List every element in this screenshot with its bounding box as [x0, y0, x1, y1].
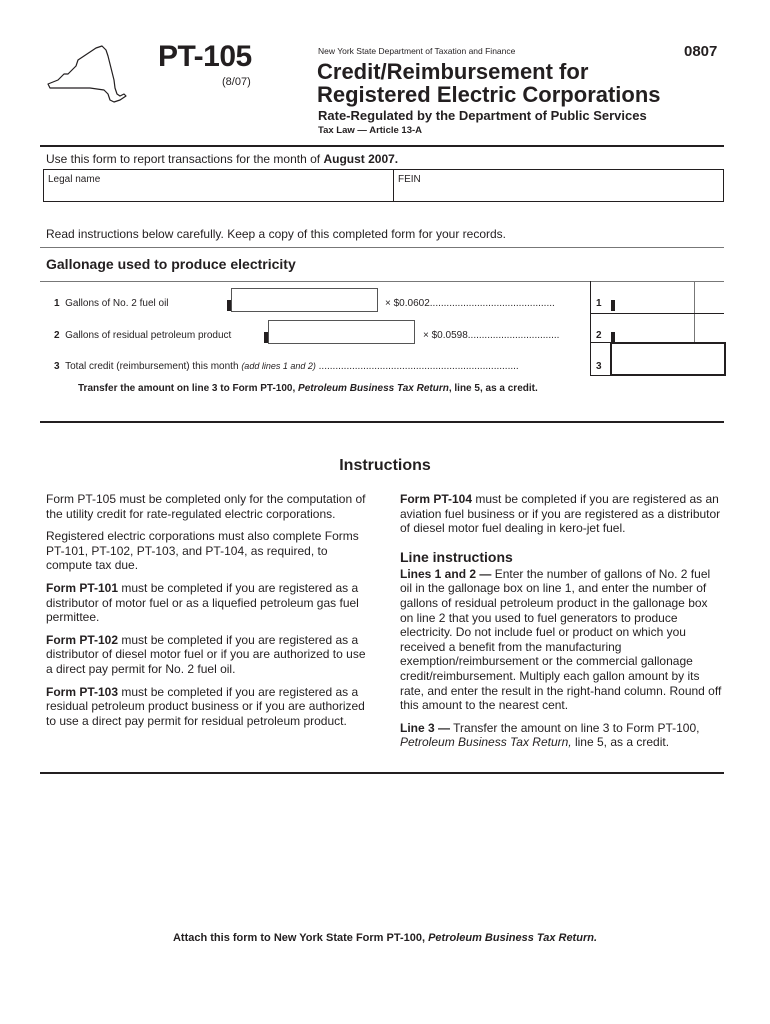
instructions-right-p1	[400, 492, 724, 536]
line-3-number: 3	[54, 361, 60, 372]
header-divider	[40, 145, 724, 147]
form-pt103-text: must be completed if you are registered as a residual petroleum product business or if you are authorized to use a direct pay permit for residual petroleum product.	[46, 684, 365, 728]
line-2-amount-input[interactable]	[615, 316, 693, 342]
legal-name-field[interactable]	[43, 169, 395, 202]
form-pt101-label: Form PT-101	[46, 580, 119, 595]
form-pt104-text: must be completed if you are registered as an aviation fuel business or if you are registered as a distributor of diesel motor fuel dealing in kero-jet fuel.	[400, 492, 721, 536]
line-3-instruction-end: line 5, as a credit.	[571, 735, 670, 750]
transfer-note	[78, 383, 538, 394]
instructions-left-p4	[46, 633, 369, 677]
tax-law-reference: Tax Law — Article 13-A	[318, 125, 423, 136]
table-top-rule	[40, 281, 724, 282]
instructions-bottom-rule	[40, 772, 724, 774]
line-3-note: (add lines 1 and 2)	[241, 361, 316, 371]
line-3-text: Total credit (reimbursement) this month	[65, 361, 239, 372]
instructions-right-p2	[400, 567, 724, 713]
form-pt103-label: Form PT-103	[46, 684, 119, 699]
line-3-rule	[590, 375, 610, 376]
attach-note	[0, 932, 770, 944]
line-1-rate	[385, 298, 555, 309]
line-2-rate	[423, 330, 559, 341]
intro-text	[46, 152, 398, 166]
form-pt102-text: must be completed if you are registered as a distributor of diesel motor fuel or if you are authorized to use a direct pay permit for No. 2 fuel oil.	[46, 632, 366, 676]
line-3-leader-dots: ........................................................................	[318, 361, 519, 372]
attach-form-name: Petroleum Business Tax Return.	[428, 932, 597, 944]
instructions-left-p1: Form PT-105 must be completed only for the computation of the utility credit for rate-regulated electric corporations.	[46, 492, 366, 521]
fein-field[interactable]	[393, 169, 724, 202]
line-1-text: Gallons of No. 2 fuel oil	[65, 298, 169, 309]
lines-1-2-label: Lines 1 and 2 —	[400, 566, 492, 581]
line-2-leader-dots: .................................	[467, 330, 560, 341]
line-1-rule	[590, 313, 724, 314]
line-1-amount-input[interactable]	[615, 284, 693, 310]
section-divider	[40, 421, 724, 423]
form-title-line1: Credit/Reimbursement for	[317, 59, 589, 84]
line-2-label	[54, 330, 231, 341]
line-2-box-number: 2	[596, 330, 602, 341]
instructions-right-p3	[400, 721, 724, 750]
line-3-instruction-text: Transfer the amount on line 3 to Form PT-100,	[450, 720, 700, 735]
form-number: PT-105	[158, 40, 252, 73]
line-2-number: 2	[54, 330, 60, 341]
line-3-box-number: 3	[596, 361, 602, 372]
instructions-left-p5	[46, 685, 369, 729]
notice-divider	[40, 247, 724, 248]
instructions-left-p2: Registered electric corporations must also complete Forms PT-101, PT-102, PT-103, and PT-104, as required, to compute tax due.	[46, 529, 359, 573]
fein-label: FEIN	[398, 174, 421, 185]
line-2-text: Gallons of residual petroleum product	[65, 330, 232, 341]
line-1-leader-dots: .............................................	[429, 298, 555, 309]
amount-column-left-rule	[590, 281, 591, 376]
instructions-left-column	[46, 492, 369, 736]
form-pt104-label: Form PT-104	[400, 492, 473, 506]
form-title-line2: Registered Electric Corporations	[317, 82, 661, 107]
legal-name-label: Legal name	[48, 174, 101, 185]
line-3-label	[54, 361, 519, 372]
form-code: 0807	[684, 43, 718, 60]
instructions-heading: Instructions	[339, 457, 431, 474]
amount-column-divider	[694, 281, 695, 342]
line-1-number: 1	[54, 298, 60, 309]
transfer-note-text: Transfer the amount on line 3 to Form PT-100,	[78, 383, 299, 394]
report-month: August 2007.	[323, 152, 399, 166]
line-1-box-number: 1	[596, 298, 602, 309]
line-2-gallons-input[interactable]	[268, 320, 415, 344]
line-2-multiplier: × $0.0598	[423, 330, 468, 341]
line-1-multiplier: × $0.0602	[385, 298, 430, 309]
lines-1-2-text: Enter the number of gallons of No. 2 fuel oil in the gallonage box on line 1, and enter the number of gallons of residual petroleum product in the gallonage box on line 2 that you used to fuel generators to produce electricity. Do not include fuel or product on which you received a benefit from the manufacturing exemption/reimbursement or the commercial gallonage credit/reimbursement. Multiply each gallon amount by its rate, and enter the result in the right-hand column. Round off this amount to the nearest cent.	[400, 566, 722, 713]
line-3-total-input[interactable]	[610, 342, 726, 376]
transfer-note-end: , line 5, as a credit.	[448, 383, 538, 394]
instructions-left-p3	[46, 581, 369, 625]
line-1-gallons-input[interactable]	[231, 288, 378, 312]
agency-name: New York State Department of Taxation and Finance	[318, 46, 516, 56]
form-pt102-label: Form PT-102	[46, 632, 119, 647]
line-instructions-heading: Line instructions	[400, 548, 513, 565]
form-pt101-text: must be completed if you are registered as a distributor of motor fuel or as a liquefied petroleum gas fuel permittee.	[46, 580, 359, 625]
intro-sentence: Use this form to report transactions for the month of	[46, 152, 324, 166]
section-title: Gallonage used to produce electricity	[46, 256, 296, 272]
transfer-form-name: Petroleum Business Tax Return	[298, 383, 449, 394]
line-1-label	[54, 298, 169, 309]
new-york-state-outline-logo	[44, 44, 128, 106]
revision-date: (8/07)	[222, 76, 251, 88]
line-3-instruction-label: Line 3 —	[400, 720, 451, 735]
attach-note-text: Attach this form to New York State Form PT-100,	[172, 932, 429, 944]
line-3-instruction-form-name: Petroleum Business Tax Return,	[400, 735, 572, 750]
form-subtitle: Rate-Regulated by the Department of Public Services	[318, 108, 647, 123]
read-instructions-notice: Read instructions below carefully. Keep a copy of this completed form for your records.	[46, 227, 506, 241]
instructions-right-column	[400, 492, 724, 758]
